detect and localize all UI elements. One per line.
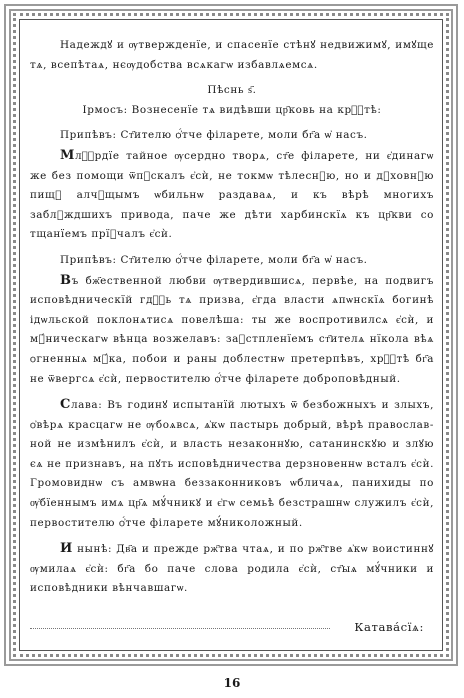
ode-heading: Пѣснь ѕ҃.: [207, 84, 257, 97]
katavasia-label: Катава́сїѧ:: [354, 620, 424, 634]
refrain-line-2: Припѣвъ: Ст҃ителю ѻ҆́тче філарете, моли бг҃а ѡ҆ насъ.: [60, 253, 368, 266]
page-text: [30, 36, 434, 599]
troparion-1: Млⷭ҇рдїе тайное ѹсердно творѧ, ст҃е філарете, ни є҆динагѡ же без помощи ѿпꙋскалъ є҆сѝ, не токмѡ тѣлеснꙋю, но и дꙋховнꙋю пищꙋ алчꙋщымъ ѡбильнѡ раздаваѧ, и къ вѣрѣ многихъ заблꙋждшихъ привода, паче же дѣти харбинскїѧ къ цр҃кви со тщанїемъ прїꙋчалъ є҆сѝ.: [30, 147, 434, 241]
irmos-line: Ірмосъ: Вознесенїе тѧ видѣвши цр҃ковь на крⷭ҇тѣ:: [82, 103, 382, 116]
glory-paragraph: Слава: Въ годинꙋ испытанїй лютыхъ ѿ безбожныхъ и злыхъ, ѻ҆вѣрѧ красцагѡ не ѹбоѧвсѧ, ѧ҆кѡ пастырь добрый, вѣрѣ православ-ной не измѣнилъ є҆сѝ, и власть незаконнꙋю, сатанинскꙋю и злꙋю єѧ не признавъ, на пꙋть исповѣдничества дерзновеннѡ всталъ є҆сѝ. Громовиднѡ съ амвѡна беззаконниковъ ѡбличаѧ, панихиды по ѹ҆бїеннымъ имѧ цр҃ѧ мꙋ́чникꙋ и є҆гѡ семьѣ безстрашнѡ служилъ є҆сѝ, первостителю ѻ҆́тче філарете мꙋ́николожный.: [30, 397, 434, 529]
now-paragraph: И нынѣ: Дв҃а и прежде рж҃тва чтаѧ, и по рж҃тве ѧ҆кѡ воистиннꙋ ѹмилаѧ є҆сѝ: бг҃а бо паче слова родила є҆сѝ, ст҃ыѧ мꙋ́чники и исповѣдники вѣнчавшагѡ.: [30, 541, 434, 595]
divider-line: [30, 628, 330, 629]
refrain-line-1: Припѣвъ: Ст҃ителю ѻ҆́тче філарете, моли бг҃а ѡ҆ насъ.: [60, 129, 368, 142]
troparion-2: Въ бж҃ественной любви ѹтвердившисѧ, первѣе, на подвигъ исповѣдническїй гдⷭ҇ь тѧ призва, є҆гда власти ѧпѡнскїѧ богинѣ ідѡльской поклонѧтисѧ повелѣша: ты же воспротивилсѧ є҆сѝ, и мꙋ́ническагѡ вѣнца возжелавъ: заꙋстпленїемъ ст҃ителѧ нїкола вѣѧ ѻгненныѧ мꙋ́ка, побои и раны доблестнѡ претерпѣвъ, хрⷭ҇тѣ бг҃а не ѿвергсѧ є҆сѝ, первостителю ѻ҆́тче філарете доброповѣдный.: [30, 272, 434, 385]
page-number: 16: [223, 676, 241, 690]
opening-paragraph: Надеждꙋ и ѹтвержденїе, и спасенїе стѣнꙋ недвижимꙋ, имꙋще тѧ, всепѣтаѧ, нєѹдобства всѧкагѡ избавлѧемсѧ.: [30, 39, 434, 71]
